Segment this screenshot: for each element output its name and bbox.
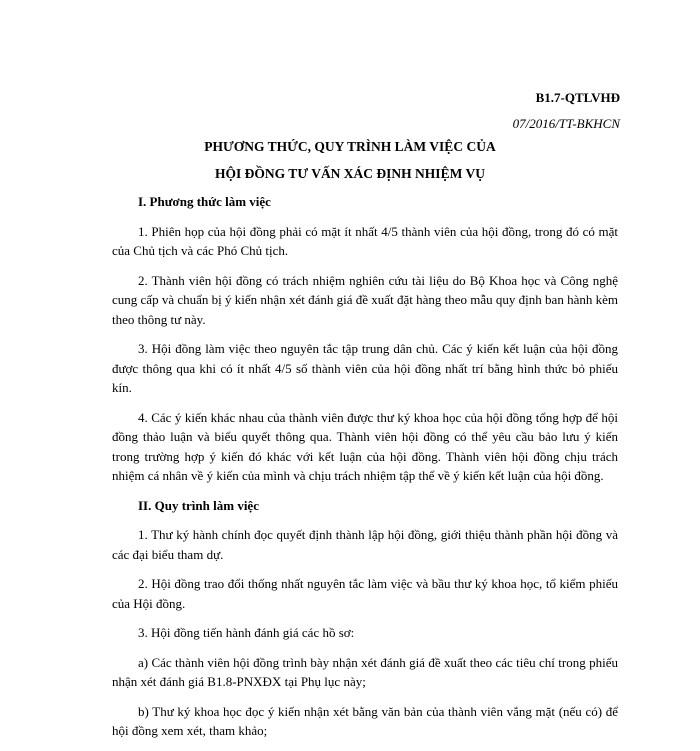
section-1-paragraph-3: 3. Hội đồng làm việc theo nguyên tắc tập trung dân chủ. Các ý kiến kết luận của hội đồng được thông qua khi có ít nhất 4/5 số thành viên của hội đồng nhất trí bằng hình thức bỏ phiếu kín. — [112, 341, 618, 395]
form-code: B1.7-QTLVHĐ — [535, 90, 620, 105]
section-1-heading: I. Phương thức làm việc — [138, 194, 271, 209]
document-title-line-1: PHƯƠNG THỨC, QUY TRÌNH LÀM VIỆC CỦA — [204, 139, 496, 154]
section-2-paragraph-4: a) Các thành viên hội đồng trình bày nhận xét đánh giá đề xuất theo các tiêu chí trong phiếu nhận xét đánh giá B1.8-PNXĐX tại Phụ lục này; — [112, 654, 618, 689]
section-1-paragraph-1: 1. Phiên họp của hội đồng phải có mặt ít nhất 4/5 thành viên của hội đồng, trong đó có mặt của Chủ tịch và các Phó Chủ tịch. — [112, 223, 618, 258]
section-2-paragraph-1: 1. Thư ký hành chính đọc quyết định thành lập hội đồng, giới thiệu thành phần hội đồng và các đại biểu tham dự. — [112, 527, 618, 562]
document-title-line-2: HỘI ĐỒNG TƯ VẤN XÁC ĐỊNH NHIỆM VỤ — [215, 166, 485, 181]
section-2-paragraph-2: 2. Hội đồng trao đổi thống nhất nguyên tắc làm việc và bầu thư ký khoa học, tổ kiểm phiếu của Hội đồng. — [112, 576, 618, 611]
circular-number: 07/2016/TT-BKHCN — [512, 116, 620, 131]
document-body — [112, 192, 618, 751]
section-2-paragraph-3: 3. Hội đồng tiến hành đánh giá các hồ sơ: — [138, 625, 355, 640]
section-2-paragraph-5: b) Thư ký khoa học đọc ý kiến nhận xét bằng văn bản của thành viên vắng mặt (nếu có) để hội đồng xem xét, tham khảo; — [112, 703, 618, 738]
section-2-heading: II. Quy trình làm việc — [138, 497, 259, 513]
section-1-paragraph-2: 2. Thành viên hội đồng có trách nhiệm nghiên cứu tài liệu do Bộ Khoa học và Công nghệ cung cấp và chuẩn bị ý kiến nhận xét đánh giá đề xuất đặt hàng theo mẫu quy định ban hành kèm theo thông tư này. — [112, 272, 618, 327]
section-1-paragraph-4: 4. Các ý kiến khác nhau của thành viên được thư ký khoa học của hội đồng tổng hợp để hội đồng thảo luận và biểu quyết thông qua. Thành viên hội đồng có thể yêu cầu bảo lưu ý kiến trong trường hợp ý kiến đó khác với kết luận của hội đồng. Thành viên hội đồng chịu trách nhiệm cá nhân về ý kiến của mình và chịu trách nhiệm tập thể về ý kiến kết luận của hội đồng. — [112, 409, 618, 483]
